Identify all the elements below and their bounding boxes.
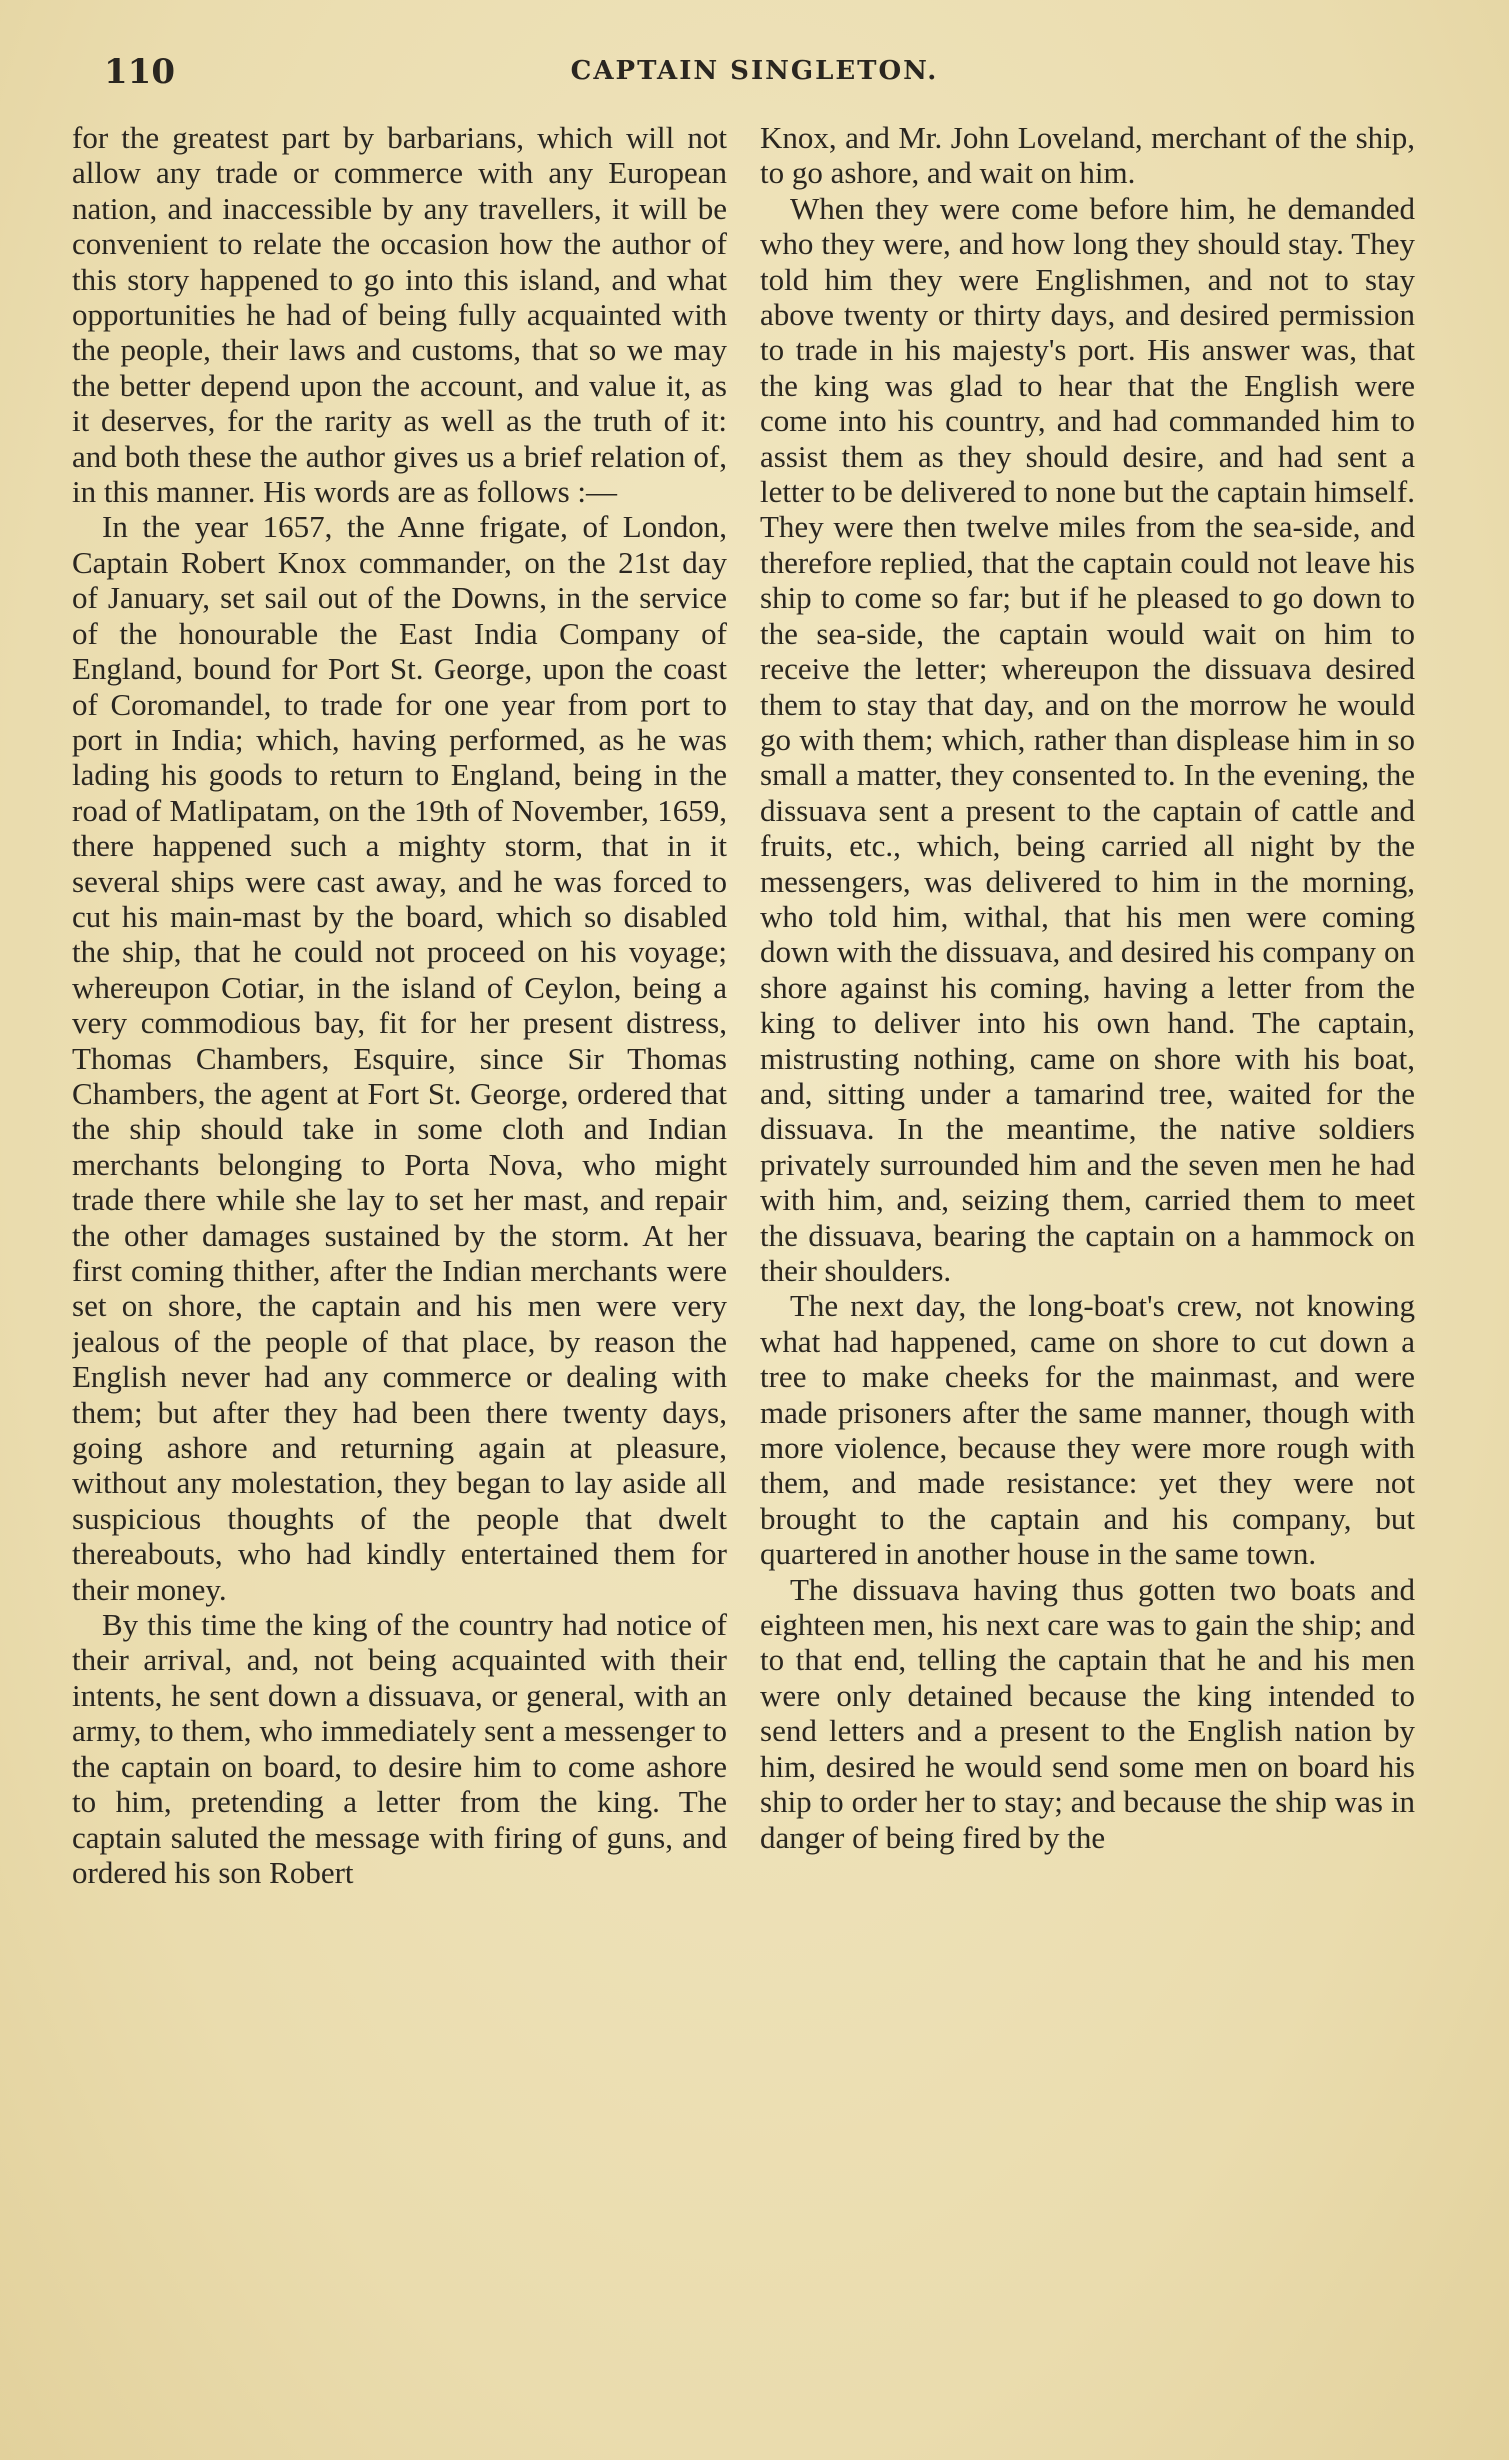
paragraph: In the year 1657, the Anne frigate, of London, Captain Robert Knox commander, on the 21st day of January, set sail out of the Downs, in the service of the honourable the East India Company of England, bound for Port St. George, upon the coast of Coromandel, to trade for one year from port to port in India; which, having performed, as he was lading his goods to return to England, being in the road of Matlipatam, on the 19th of November, 1659, there happened such a mighty storm, that in it several ships were cast away, and he was forced to cut his main-mast by the board, which so disabled the ship, that he could not proceed on his voyage; whereupon Cotiar, in the island of Ceylon, being a very commodious bay, fit for her present distress, Thomas Chambers, Esquire, since Sir Thomas Chambers, the agent at Fort St. George, ordered that the ship should take in some cloth and Indian merchants belonging to Porta Nova, who might trade there while she lay to set her mast, and repair the other damages sustained by the storm. At her first coming thither, after the Indian merchants were set on shore, the captain and his men were very jealous of the people of that place, by reason the English never had any commerce or dealing with them; but after they had been there twenty days, going ashore and returning again at pleasure, without any molestation, they began to lay aside all suspicious thoughts of the people that dwelt thereabouts, who had kindly entertained them for their money. bbox=[72, 509, 727, 1607]
page-header bbox=[0, 52, 1509, 102]
paragraph: The dissuava having thus gotten two boats and eighteen men, his next care was to gain the ship; and to that end, telling the captain that he and his men were only detained because the king intended to send letters and a present to the English nation by him, desired he would send some men on board his ship to order her to stay; and because the ship was in danger of being fired by the bbox=[760, 1571, 1415, 1855]
paragraph: Knox, and Mr. John Loveland, merchant of the ship, to go ashore, and wait on him. bbox=[760, 120, 1415, 191]
page-number: 110 bbox=[104, 52, 175, 92]
paragraph: By this time the king of the country had notice of their arrival, and, not being acquainted with their intents, he sent down a dissuava, or general, with an army, to them, who immediately sent a messenger to the captain on board, to desire him to come ashore to him, pretending a letter from the king. The captain saluted the message with firing of guns, and ordered his son Robert bbox=[72, 1607, 727, 1890]
right-column bbox=[760, 120, 1415, 2430]
left-column bbox=[72, 120, 727, 2430]
paragraph: for the greatest part by barbarians, which will not allow any trade or commerce with any European nation, and inaccessible by any travellers, it will be convenient to relate the occasion how the author of this story happened to go into this island, and what opportunities he had of being fully acquainted with the people, their laws and customs, that so we may the better depend upon the account, and value it, as it deserves, for the rarity as well as the truth of it: and both these the author gives us a brief relation of, in this manner. His words are as follows :— bbox=[72, 120, 727, 510]
paragraph: When they were come before him, he demanded who they were, and how long they should stay. They told him they were Englishmen, and not to stay above twenty or thirty days, and desired permission to trade in his majesty's port. His answer was, that the king was glad to hear that the English were come into his country, and had commanded him to assist them as they should desire, and had sent a letter to be delivered to none but the captain himself. They were then twelve miles from the sea-side, and therefore replied, that the captain could not leave his ship to come so far; but if he pleased to go down to the sea-side, the captain would wait on him to receive the letter; whereupon the dissuava desired them to stay that day, and on the morrow he would go with them; which, rather than displease him in so small a matter, they consented to. In the evening, the dissuava sent a present to the captain of cattle and fruits, etc., which, being carried all night by the messengers, was delivered to him in the morning, who told him, withal, that his men were coming down with the dissuava, and desired his company on shore against his coming, having a letter from the king to deliver into his own hand. The captain, mistrusting nothing, came on shore with his boat, and, sitting under a tamarind tree, waited for the dissuava. In the meantime, the native soldiers privately surrounded him and the seven men he had with him, and, seizing them, carried them to meet the dissuava, bearing the captain on a hammock on their shoulders. bbox=[760, 190, 1415, 1288]
running-title: CAPTAIN SINGLETON. bbox=[570, 56, 939, 86]
paragraph: The next day, the long-boat's crew, not knowing what had happened, came on shore to cut down a tree to make cheeks for the mainmast, and were made prisoners after the same manner, though with more violence, because they were more rough with them, and made resistance: yet they were not brought to the captain and his company, but quartered in another house in the same town. bbox=[760, 1288, 1415, 1572]
